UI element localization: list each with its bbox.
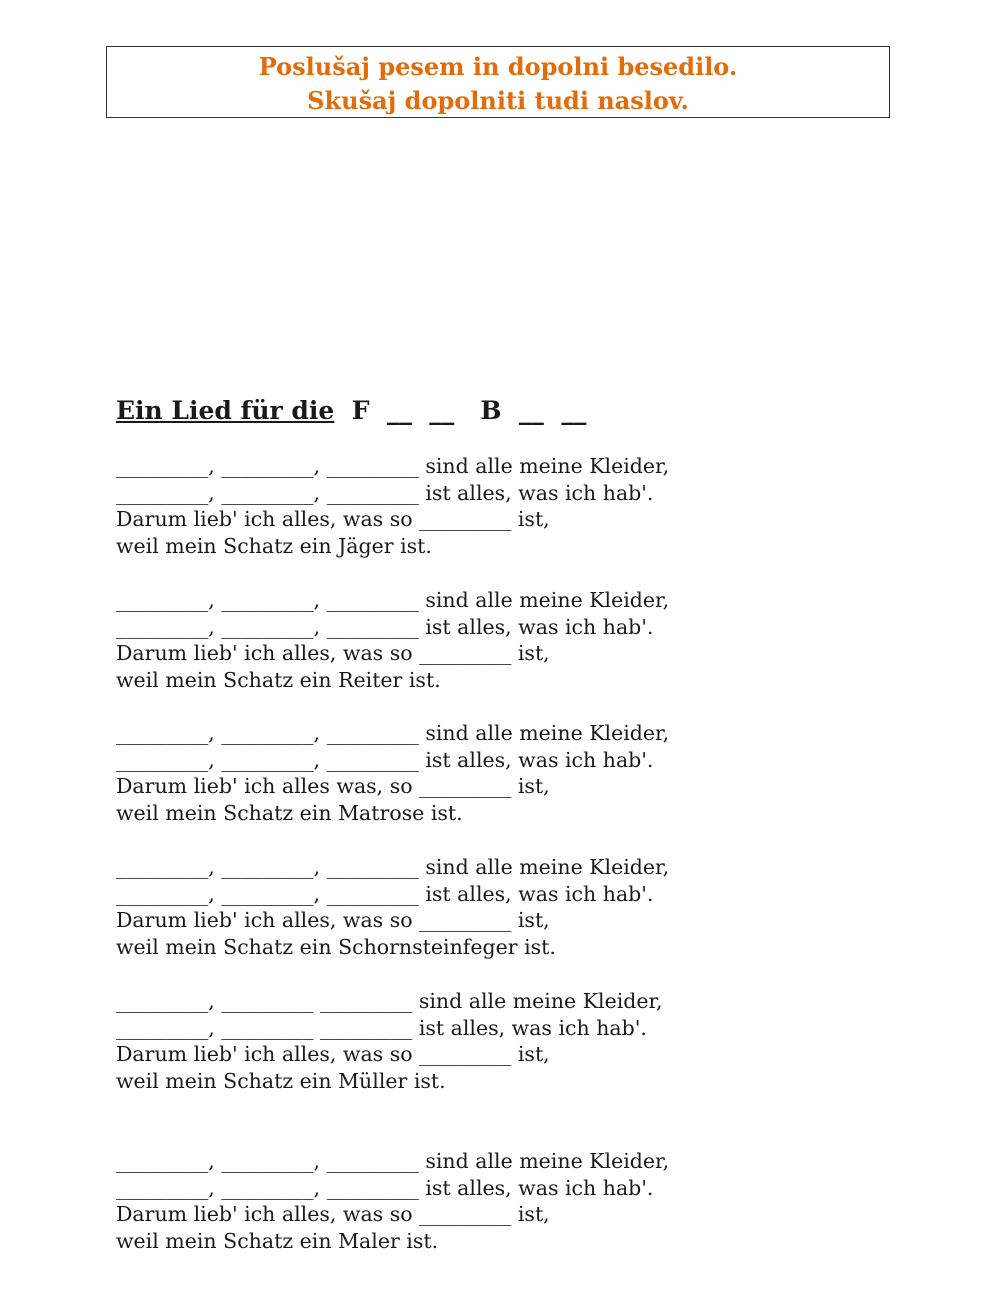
verse-line-clothes[interactable]: _________, _________, _________ sind alle meine Kleider, — [116, 855, 670, 879]
verse-1 — [116, 453, 669, 560]
verse-line-schatz: weil mein Schatz ein Reiter ist. — [116, 668, 441, 693]
verse-line-darum[interactable]: Darum lieb' ich alles, was so _________ ist, — [116, 641, 550, 666]
verse-line-clothes[interactable]: _________, _________, _________ sind alle meine Kleider, — [116, 588, 670, 612]
verse-4 — [116, 854, 669, 961]
verse-5 — [116, 988, 663, 1095]
song-title-blanks[interactable]: F __ __ B __ __ — [334, 396, 587, 425]
verse-line-darum[interactable]: Darum lieb' ich alles, was so _________ ist, — [116, 507, 550, 532]
verse-line-schatz: weil mein Schatz ein Müller ist. — [116, 1069, 446, 1094]
verse-line-darum[interactable]: Darum lieb' ich alles, was so _________ ist, — [116, 908, 550, 933]
song-title — [116, 396, 586, 425]
instruction-box — [106, 46, 890, 118]
verse-line-darum[interactable]: Darum lieb' ich alles, was so _________ ist, — [116, 1042, 550, 1067]
verse-line-clothes[interactable]: _________, _________, _________ sind alle meine Kleider, — [116, 721, 670, 745]
verse-line-darum[interactable]: Darum lieb' ich alles was, so _________ ist, — [116, 774, 550, 799]
verse-line-schatz: weil mein Schatz ein Maler ist. — [116, 1229, 439, 1254]
verse-line-clothes[interactable]: _________, _________ _________ sind alle meine Kleider, — [116, 989, 663, 1013]
verse-line-schatz: weil mein Schatz ein Jäger ist. — [116, 534, 432, 559]
verse-line-clothes[interactable]: _________, _________, _________ sind alle meine Kleider, — [116, 454, 670, 478]
verse-line-belongings[interactable]: _________, _________, _________ ist alles, was ich hab'. — [116, 1175, 654, 1200]
verse-3 — [116, 720, 669, 827]
verse-line-darum[interactable]: Darum lieb' ich alles, was so _________ ist, — [116, 1202, 550, 1227]
verse-6 — [116, 1148, 669, 1255]
verse-line-belongings[interactable]: _________, _________ _________ ist alles, was ich hab'. — [116, 1015, 647, 1040]
verse-line-belongings[interactable]: _________, _________, _________ ist alles, was ich hab'. — [116, 614, 654, 639]
verse-line-belongings[interactable]: _________, _________, _________ ist alles, was ich hab'. — [116, 747, 654, 772]
verse-line-schatz: weil mein Schatz ein Matrose ist. — [116, 801, 463, 826]
verse-line-belongings[interactable]: _________, _________, _________ ist alles, was ich hab'. — [116, 480, 654, 505]
verse-2 — [116, 587, 669, 694]
song-title-text: Ein Lied für die — [116, 396, 335, 425]
verse-line-belongings[interactable]: _________, _________, _________ ist alles, was ich hab'. — [116, 881, 654, 906]
verse-line-schatz: weil mein Schatz ein Schornsteinfeger ist. — [116, 935, 556, 960]
instruction-line-2: Skušaj dopolniti tudi naslov. — [307, 86, 689, 115]
instruction-line-1: Poslušaj pesem in dopolni besedilo. — [258, 52, 738, 81]
verse-line-clothes[interactable]: _________, _________, _________ sind alle meine Kleider, — [116, 1149, 670, 1173]
